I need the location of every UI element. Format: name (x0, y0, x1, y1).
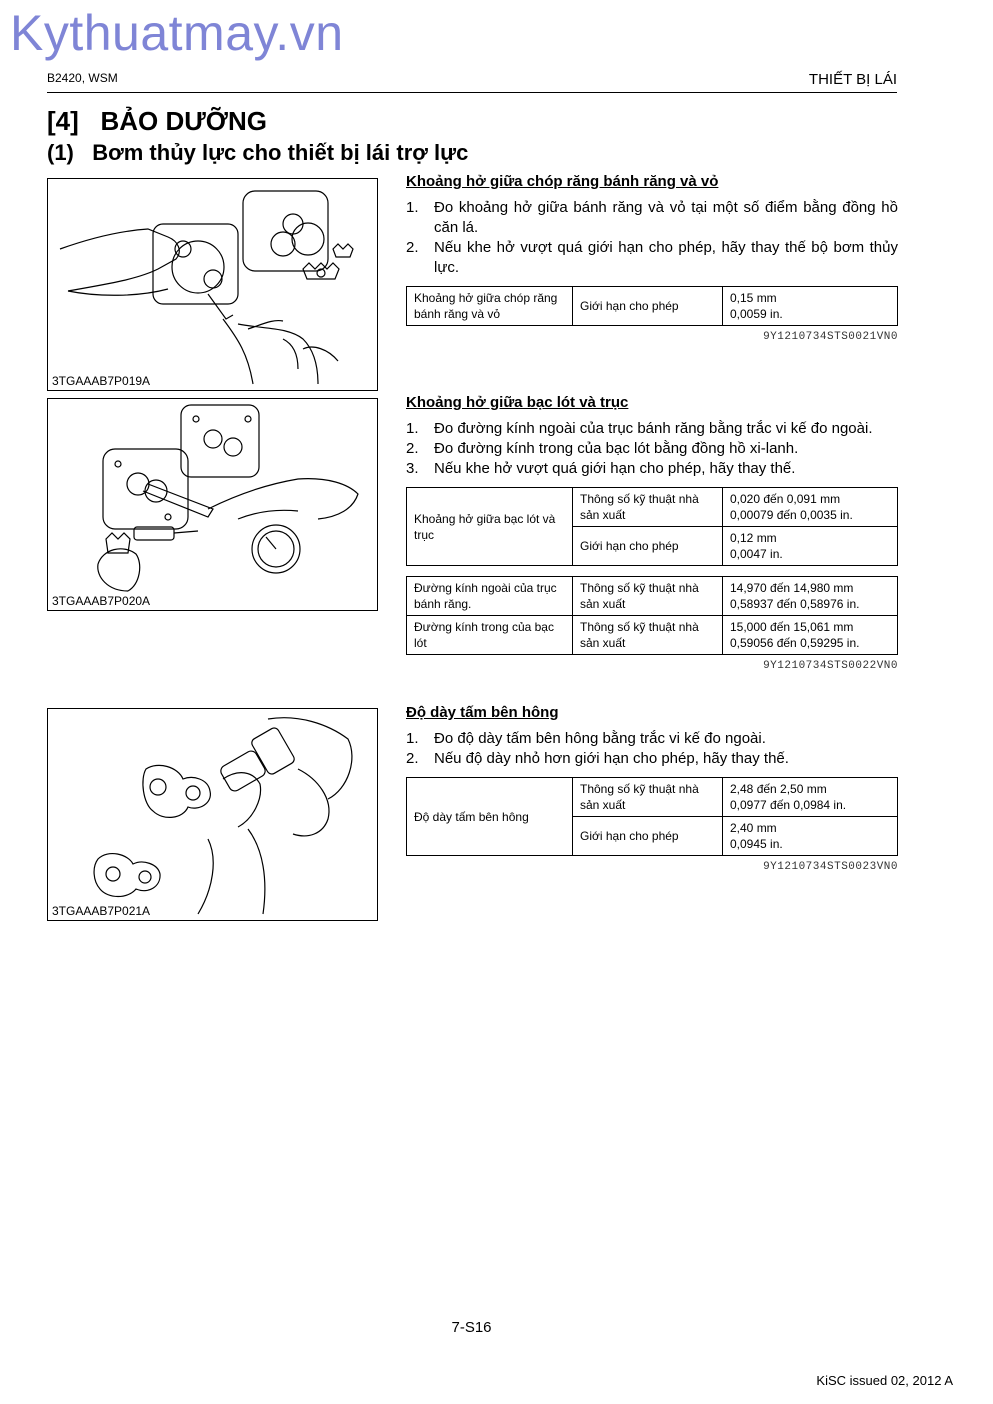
spec-label: Đường kính ngoài của trục bánh răng. (407, 577, 573, 616)
spec-value: 14,970 đến 14,980 mm 0,58937 đến 0,58976 in. (723, 577, 898, 616)
table-row (407, 778, 898, 817)
section-bushing-shaft-clearance (406, 394, 898, 672)
step-item: 2. Đo đường kính trong của bạc lót bằng đồng hồ xi-lanh. (406, 440, 799, 457)
steps-list (406, 419, 898, 479)
table-row (407, 488, 898, 527)
spec-value: 0,12 mm 0,0047 in. (723, 527, 898, 566)
figure-code: 3TGAAAB7P021A (52, 904, 151, 918)
section-title: Khoảng hở giữa chóp răng bánh răng và vỏ (406, 173, 719, 190)
watermark-logo: Kythuatmay.vn (10, 5, 344, 61)
side-plate-illustration (48, 709, 377, 920)
spec-value: 2,48 đến 2,50 mm 0,0977 đến 0,0984 in. (723, 778, 898, 817)
table-row (407, 577, 898, 616)
header-model: B2420, WSM (47, 71, 118, 85)
page-number: 7-S16 (451, 1319, 492, 1336)
spec-type: Giới hạn cho phép (573, 817, 723, 856)
spec-label: Độ dày tấm bên hông (407, 778, 573, 856)
spec-table-diameters (406, 576, 898, 655)
document-code: 9Y1210734STS0023VN0 (763, 861, 898, 873)
spec-type: Thông số kỹ thuật nhà sản xuất (573, 616, 723, 655)
section-side-plate-thickness (406, 704, 898, 873)
figure-code: 3TGAAAB7P019A (52, 374, 151, 388)
step-item: 2. Nếu khe hở vượt quá giới hạn cho phép, hãy thay thế bộ bơm thủy lực. (406, 239, 898, 276)
section-title: Khoảng hở giữa bạc lót và trục (406, 394, 629, 411)
step-item: 1. Đo đường kính ngoài của trục bánh răng bằng trắc vi kế đo ngoài. (406, 420, 873, 437)
spec-type: Thông số kỹ thuật nhà sản xuất (573, 778, 723, 817)
spec-table (406, 777, 898, 856)
step-item: 2. Nếu độ dày nhỏ hơn giới hạn cho phép, hãy thay thế. (406, 750, 789, 767)
spec-value: 2,40 mm 0,0945 in. (723, 817, 898, 856)
step-item: 1. Đo độ dày tấm bên hông bằng trắc vi kế đo ngoài. (406, 730, 766, 747)
figure-side-plate (47, 708, 378, 921)
spec-type: Thông số kỹ thuật nhà sản xuất (573, 488, 723, 527)
spec-table (406, 286, 898, 326)
issue-note: KiSC issued 02, 2012 A (816, 1373, 953, 1388)
header-rule (47, 92, 897, 93)
step-item: 1. Đo khoảng hở giữa bánh răng và vỏ tại một số điểm bằng đồng hồ căn lá. (406, 199, 898, 236)
spec-label: Đường kính trong của bạc lót (407, 616, 573, 655)
step-item: 3. Nếu khe hở vượt quá giới hạn cho phép, hãy thay thế. (406, 460, 796, 477)
spec-type: Thông số kỹ thuật nhà sản xuất (573, 577, 723, 616)
spec-table (406, 487, 898, 566)
spec-value: 0,15 mm 0,0059 in. (723, 287, 898, 326)
section-title: Độ dày tấm bên hông (406, 704, 559, 721)
bushing-shaft-illustration (48, 399, 377, 610)
spec-type: Giới hạn cho phép (573, 287, 723, 326)
header-chapter: THIẾT BỊ LÁI (808, 71, 897, 88)
table-row (407, 616, 898, 655)
spec-value: 0,020 đến 0,091 mm 0,00079 đến 0,0035 in. (723, 488, 898, 527)
subsection-heading: (1) Bơm thủy lực cho thiết bị lái trợ lực (47, 140, 469, 165)
document-code: 9Y1210734STS0022VN0 (763, 660, 898, 672)
table-row (407, 287, 898, 326)
gear-clearance-illustration (48, 179, 377, 390)
spec-value: 15,000 đến 15,061 mm 0,59056 đến 0,59295 in. (723, 616, 898, 655)
section-heading: [4] BẢO DƯỠNG (47, 106, 267, 136)
steps-list (406, 198, 898, 278)
figure-gear-clearance (47, 178, 378, 391)
figure-bushing-shaft (47, 398, 378, 611)
spec-label: Khoảng hở giữa chóp răng bánh răng và vỏ (407, 287, 573, 326)
steps-list (406, 729, 898, 769)
spec-label: Khoảng hở giữa bạc lót và trục (407, 488, 573, 566)
spec-type: Giới hạn cho phép (573, 527, 723, 566)
figure-code: 3TGAAAB7P020A (52, 594, 151, 608)
section-gear-housing-clearance (406, 173, 898, 343)
document-code: 9Y1210734STS0021VN0 (763, 331, 898, 343)
